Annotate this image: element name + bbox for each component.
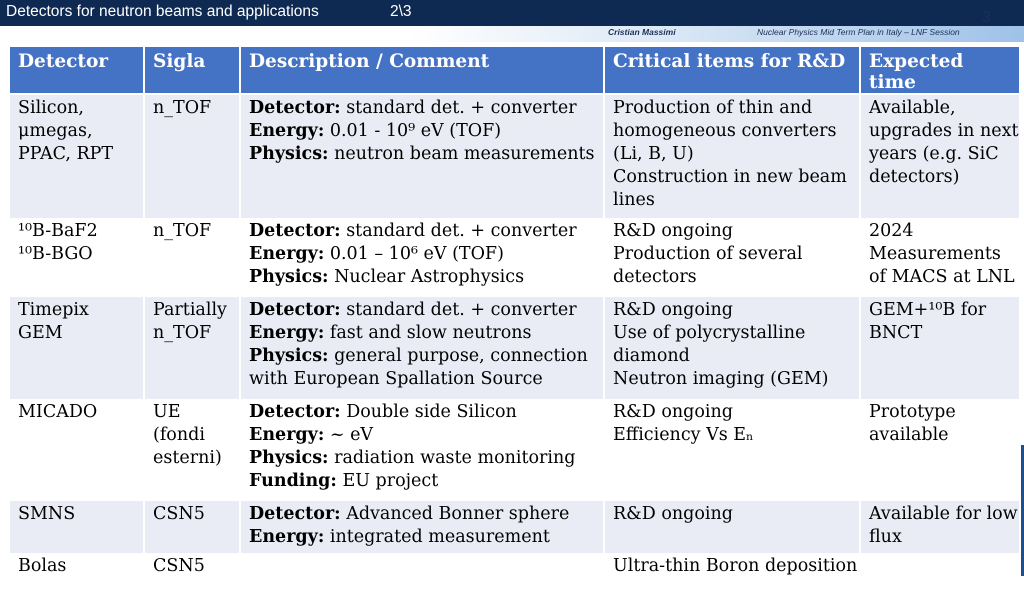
cell-sigla	[144, 218, 240, 297]
cell-line: PPAC, RPT	[18, 144, 114, 164]
description-line	[249, 345, 595, 368]
cell-line: GEM+¹⁰B for	[869, 300, 987, 320]
description-line	[249, 120, 595, 143]
cell-expected-time	[860, 218, 1020, 297]
description-label: Detector:	[249, 300, 341, 320]
cell-line: μmegas,	[18, 121, 93, 141]
cell-critical-items	[604, 94, 860, 218]
cell-line: esterni)	[153, 448, 222, 468]
slide-counter: 2\3	[390, 3, 412, 20]
cell-line: R&D ongoing	[613, 402, 733, 422]
cell-expected-time	[860, 399, 1020, 501]
description-label: Energy:	[249, 527, 325, 547]
cell-line: R&D ongoing	[613, 504, 733, 524]
description-label: Detector:	[249, 504, 341, 524]
description-text: radiation waste monitoring	[328, 448, 576, 468]
description-label: Physics:	[249, 267, 329, 287]
cell-line: Timepix	[18, 300, 89, 320]
cell-line: Available for low	[869, 504, 1018, 524]
slide-title: Detectors for neutron beams and applications	[6, 3, 319, 20]
description-text: general purpose, connection	[328, 346, 588, 366]
cell-expected-time	[860, 553, 1020, 593]
description-text: standard det. + converter	[340, 300, 577, 320]
cell-line: flux	[869, 527, 902, 547]
description-line	[249, 447, 595, 470]
cell-detector	[10, 399, 144, 501]
description-line	[249, 97, 595, 120]
description-text: integrated measurement	[324, 527, 550, 547]
description-label: Energy:	[249, 425, 325, 445]
description-text: fast and slow neutrons	[324, 323, 532, 343]
cell-description	[240, 297, 604, 399]
description-text: standard det. + converter	[340, 98, 577, 118]
cell-line: upgrades in next	[869, 121, 1019, 141]
cell-line: detectors)	[869, 167, 960, 187]
cell-description	[240, 501, 604, 553]
description-label: Energy:	[249, 323, 325, 343]
cell-line: Ultra-thin Boron deposition	[613, 556, 858, 576]
description-label: Physics:	[249, 144, 329, 164]
cell-line: n_TOF	[153, 98, 212, 118]
table-header-row	[10, 47, 1020, 94]
description-label: Funding:	[249, 471, 337, 491]
cell-expected-time	[860, 94, 1020, 218]
cell-line: (Li, B, U)	[613, 144, 694, 164]
cell-line: UE	[153, 402, 181, 422]
description-label: Physics:	[249, 346, 329, 366]
cell-line: 2024	[869, 221, 914, 241]
author-name: Cristian Massimi	[608, 27, 676, 37]
cell-description	[240, 94, 604, 218]
cell-line: of MACS at LNL	[869, 267, 1015, 287]
description-label: Physics:	[249, 448, 329, 468]
cell-critical-items	[604, 297, 860, 399]
description-line	[249, 470, 595, 493]
cell-sigla	[144, 553, 240, 593]
cell-critical-items	[604, 399, 860, 501]
cell-sigla	[144, 94, 240, 218]
cell-critical-items	[604, 553, 860, 593]
col-header-sigla: Sigla	[144, 47, 240, 94]
description-label: Detector:	[249, 402, 341, 422]
col-header-critical-items: Critical items for R&D	[604, 47, 860, 94]
col-header-detector: Detector	[10, 47, 144, 94]
cell-sigla	[144, 399, 240, 501]
table-row	[10, 553, 1020, 593]
description-text: Advanced Bonner sphere	[340, 504, 570, 524]
description-line	[249, 322, 595, 345]
cell-line: SMNS	[18, 504, 76, 524]
description-line	[249, 424, 595, 447]
cell-line: n_TOF	[153, 221, 212, 241]
cell-critical-items	[604, 501, 860, 553]
description-label: Energy:	[249, 244, 325, 264]
description-text: standard det. + converter	[340, 221, 577, 241]
description-line	[249, 368, 595, 391]
cell-line: homogeneous converters	[613, 121, 837, 141]
cell-line: Bolas	[18, 556, 67, 576]
table-row	[10, 297, 1020, 399]
cell-line: available	[869, 425, 949, 445]
description-text: 0.01 - 10⁹ eV (TOF)	[324, 121, 502, 141]
col-header-expected-time: Expected time	[860, 47, 1020, 94]
cell-description	[240, 218, 604, 297]
cell-line: Measurements	[869, 244, 1001, 264]
cell-line: Silicon,	[18, 98, 84, 118]
description-line	[249, 143, 595, 166]
description-text: 0.01 – 10⁶ eV (TOF)	[324, 244, 504, 264]
table-row	[10, 399, 1020, 501]
description-line	[249, 401, 595, 424]
cell-line: Use of polycrystalline	[613, 323, 806, 343]
description-text: ~ eV	[324, 425, 374, 445]
page-number: 3	[982, 9, 991, 26]
description-line	[249, 526, 595, 549]
cell-line: diamond	[613, 346, 690, 366]
cell-line: R&D ongoing	[613, 221, 733, 241]
conference-name: Nuclear Physics Mid Term Plan in Italy – LNF Session	[757, 27, 960, 37]
cell-line: GEM	[18, 323, 63, 343]
cell-sigla	[144, 501, 240, 553]
cell-line: detectors	[613, 267, 697, 287]
description-line	[249, 299, 595, 322]
description-label: Energy:	[249, 121, 325, 141]
slide-header-bar	[0, 0, 1024, 26]
cell-line: n_TOF	[153, 323, 212, 343]
col-header-description: Description / Comment	[240, 47, 604, 94]
cell-line: Production of thin and	[613, 98, 813, 118]
description-line	[249, 503, 595, 526]
cell-detector	[10, 297, 144, 399]
cell-line: BNCT	[869, 323, 923, 343]
cell-line: R&D ongoing	[613, 300, 733, 320]
cell-line: lines	[613, 190, 655, 210]
description-text: Double side Silicon	[340, 402, 517, 422]
cell-line: Efficiency Vs Eₙ	[613, 425, 754, 445]
description-text: Nuclear Astrophysics	[328, 267, 525, 287]
description-line	[249, 266, 595, 289]
cell-detector	[10, 501, 144, 553]
cell-line: years (e.g. SiC	[869, 144, 999, 164]
table-row	[10, 218, 1020, 297]
cell-line: Prototype	[869, 402, 956, 422]
cell-description	[240, 553, 604, 593]
description-line	[249, 220, 595, 243]
description-label: Detector:	[249, 98, 341, 118]
cell-line: Construction in new beam	[613, 167, 847, 187]
cell-expected-time	[860, 501, 1020, 553]
cell-line: CSN5	[153, 556, 205, 576]
cell-line: Production of several	[613, 244, 803, 264]
cell-expected-time	[860, 297, 1020, 399]
cell-line: Neutron imaging (GEM)	[613, 369, 829, 389]
cell-sigla	[144, 297, 240, 399]
cell-description	[240, 399, 604, 501]
table-row	[10, 501, 1020, 553]
description-text: neutron beam measurements	[328, 144, 595, 164]
cell-line: ¹⁰B-BaF2	[18, 221, 98, 241]
table-row	[10, 94, 1020, 218]
description-line	[249, 243, 595, 266]
detectors-table	[10, 47, 1021, 593]
description-label: Detector:	[249, 221, 341, 241]
cell-line: (fondi	[153, 425, 205, 445]
cell-line: Partially	[153, 300, 227, 320]
cell-line: Available,	[869, 98, 956, 118]
cell-detector	[10, 553, 144, 593]
description-text: EU project	[336, 471, 439, 491]
cell-detector	[10, 218, 144, 297]
cell-critical-items	[604, 218, 860, 297]
cell-line: CSN5	[153, 504, 205, 524]
cell-detector	[10, 94, 144, 218]
cell-line: MICADO	[18, 402, 98, 422]
description-text: with European Spallation Source	[249, 369, 543, 389]
cell-line: ¹⁰B-BGO	[18, 244, 93, 264]
